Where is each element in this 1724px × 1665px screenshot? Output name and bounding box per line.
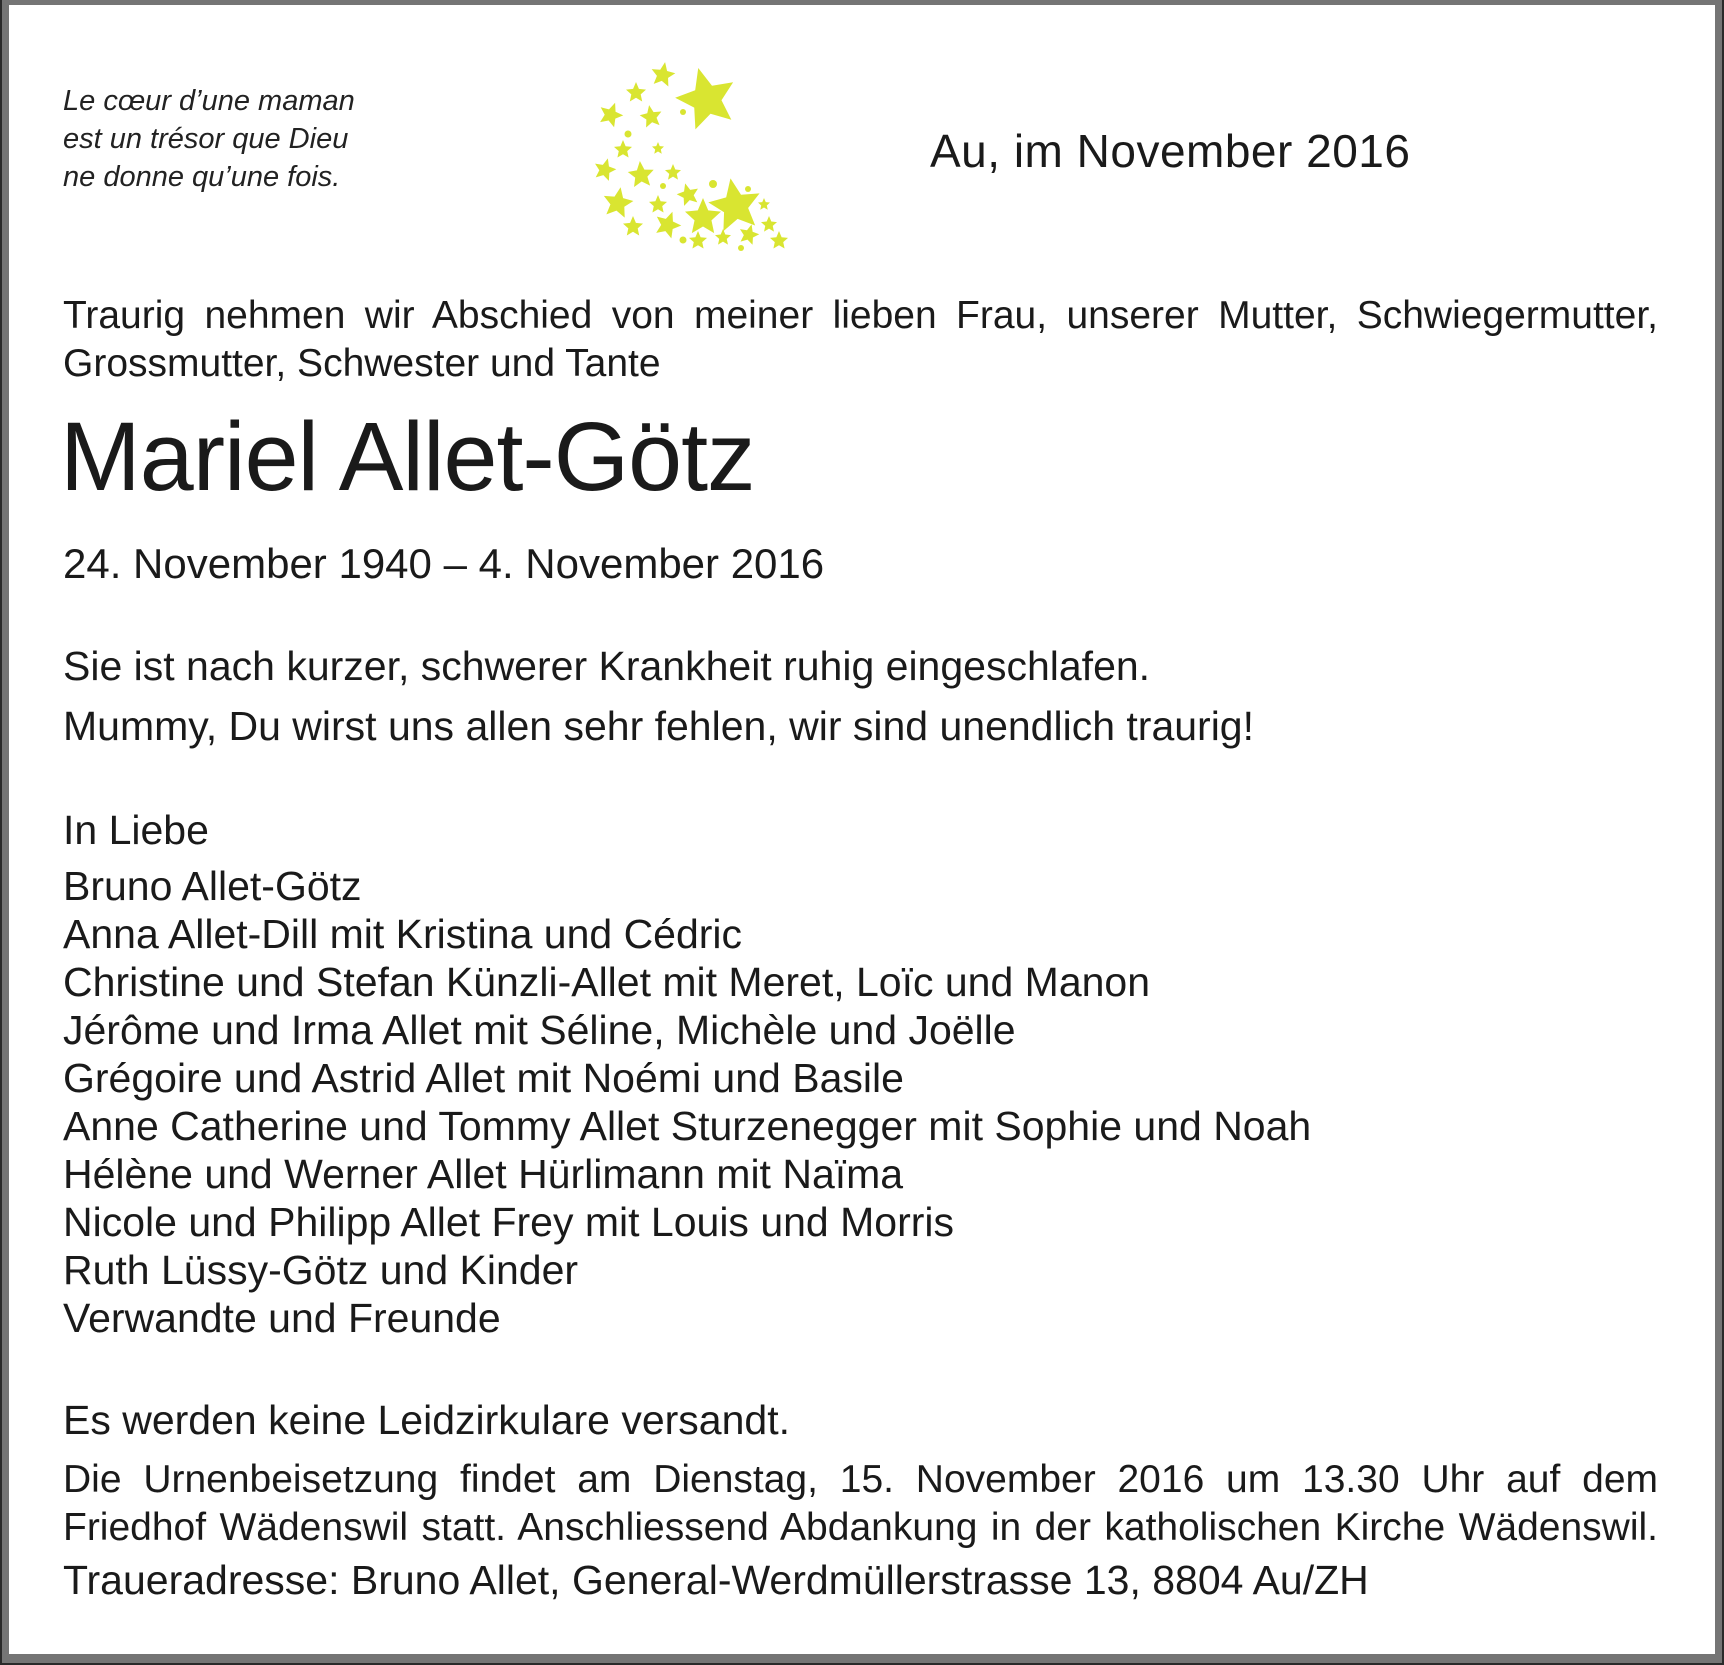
mourning-address: Traueradresse: Bruno Allet, General-Werdmüllerstrasse 13, 8804 Au/ZH [63,1557,1369,1603]
farewell-line: Mummy, Du wirst uns allen sehr fehlen, wir sind unendlich traurig! [63,703,1255,749]
farewell-line: Sie ist nach kurzer, schwerer Krankheit ruhig eingeschlafen. [63,643,1151,689]
intro-line: Traurig nehmen wir Abschied von meiner lieben Frau, unserer Mutter, Schwiegermutter, [63,294,1658,337]
burial-line: Friedhof Wädenswil statt. Anschliessend Abdankung in der katholischen Kirche Wädenswil. [63,1506,1658,1549]
mourner-line: Anne Catherine und Tommy Allet Sturzenegger mit Sophie und Noah [63,1103,1312,1149]
mourner-line: Grégoire und Astrid Allet mit Noémi und Basile [63,1055,904,1101]
mourners-list [63,862,1658,1342]
burial-info [63,1456,1658,1552]
mourner-line: Christine und Stefan Künzli-Allet mit Meret, Loïc und Manon [63,959,1151,1005]
life-dates: 24. November 1940 – 4. November 2016 [63,540,825,587]
no-cards-notice: Es werden keine Leidzirkulare versandt. [63,1397,790,1443]
intro-paragraph [63,292,1658,388]
mourner-line: Anna Allet-Dill mit Kristina und Cédric [63,911,743,957]
mourner-line: Bruno Allet-Götz [63,863,362,909]
intro-line: Grossmutter, Schwester und Tante [63,342,661,385]
mourner-line: Nicole und Philipp Allet Frey mit Louis und Morris [63,1199,954,1245]
memorial-quote-line: est un trésor que Dieu [63,123,349,155]
mourner-line: Verwandte und Freunde [63,1295,501,1341]
dateline: Au, im November 2016 [930,125,1411,177]
mourner-line: Ruth Lüssy-Götz und Kinder [63,1247,579,1293]
mourner-line: Hélène und Werner Allet Hürlimann mit Naïma [63,1151,904,1197]
burial-line: Die Urnenbeisetzung findet am Dienstag, 15. November 2016 um 13.30 Uhr auf dem [63,1458,1658,1501]
stars-crescent-icon [563,52,793,252]
deceased-name: Mariel Allet-Götz [60,402,755,511]
salutation: In Liebe [63,807,209,853]
mourner-line: Jérôme und Irma Allet mit Séline, Michèle und Joëlle [63,1007,1016,1053]
memorial-quote [63,82,523,196]
memorial-quote-line: ne donne qu’une fois. [63,161,341,193]
memorial-quote-line: Le cœur d’une maman [63,85,355,117]
